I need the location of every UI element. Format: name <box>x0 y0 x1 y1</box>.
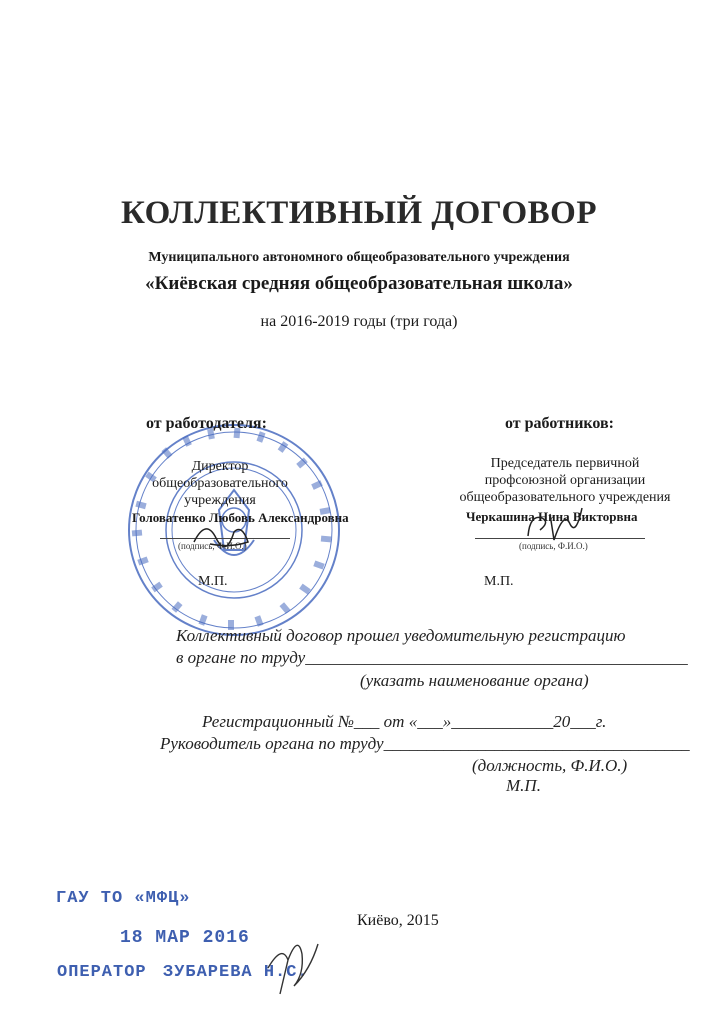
employees-heading: от работников: <box>505 415 614 432</box>
document-subtitle-line1: Муниципального автономного общеобразовательного учреждения <box>148 250 570 265</box>
employees-position-line2: профсоюзной организации <box>484 473 646 488</box>
stamp-operator-name: ЗУБАРЕВА Н.С. <box>163 963 309 982</box>
stamp-operator-label: ОПЕРАТОР <box>57 963 147 982</box>
registration-line1: Коллективный договор прошел уведомительную регистрацию <box>176 626 626 645</box>
employer-heading: от работодателя: <box>146 415 267 432</box>
employer-name: Головатенко Любовь Александровна <box>132 510 349 525</box>
registration-line5: Руководитель органа по труду____________________________________ <box>160 734 690 753</box>
employees-position-line1: Председатель первичной <box>490 456 640 471</box>
employees-position-line3: общеобразовательного учреждения <box>459 490 671 505</box>
registration-line7: М.П. <box>506 776 541 795</box>
employer-position-line1: Директор <box>191 459 249 474</box>
place-year: Киёво, 2015 <box>357 912 439 929</box>
operator-signature-icon <box>258 924 328 1004</box>
registration-line3: (указать наименование органа) <box>360 671 589 690</box>
registration-line2: в органе по труду_____________________________________________ <box>176 648 688 667</box>
employees-name: Черкашина Нина Викторвна <box>466 509 638 524</box>
employees-signature-hint: (подпись, Ф.И.О.) <box>519 541 588 551</box>
employer-position-line2: общеобразовательного <box>152 476 288 491</box>
employees-position <box>440 455 690 506</box>
employees-mp: М.П. <box>484 574 514 589</box>
registration-line6: (должность, Ф.И.О.) <box>472 756 628 775</box>
employees-signature-icon <box>520 500 590 550</box>
stamp-line1: ГАУ ТО «МФЦ» <box>56 889 191 908</box>
stamp-date: 18 МАР 2016 <box>120 928 250 948</box>
document-title: КОЛЛЕКТИВНЫЙ ДОГОВОР <box>121 195 597 231</box>
employer-signature-hint: (подпись, Ф.И.О.) <box>178 541 247 551</box>
employer-position <box>130 458 310 509</box>
employer-position-line3: учреждения <box>184 493 256 508</box>
employer-mp: М.П. <box>198 574 228 589</box>
document-period: на 2016-2019 годы (три года) <box>260 313 458 330</box>
employer-signature-icon <box>190 512 260 556</box>
registration-line4: Регистрационный №___ от «___»____________20___г. <box>202 712 607 731</box>
document-subtitle-line2: «Киёвская средняя общеобразовательная школа» <box>145 273 573 294</box>
